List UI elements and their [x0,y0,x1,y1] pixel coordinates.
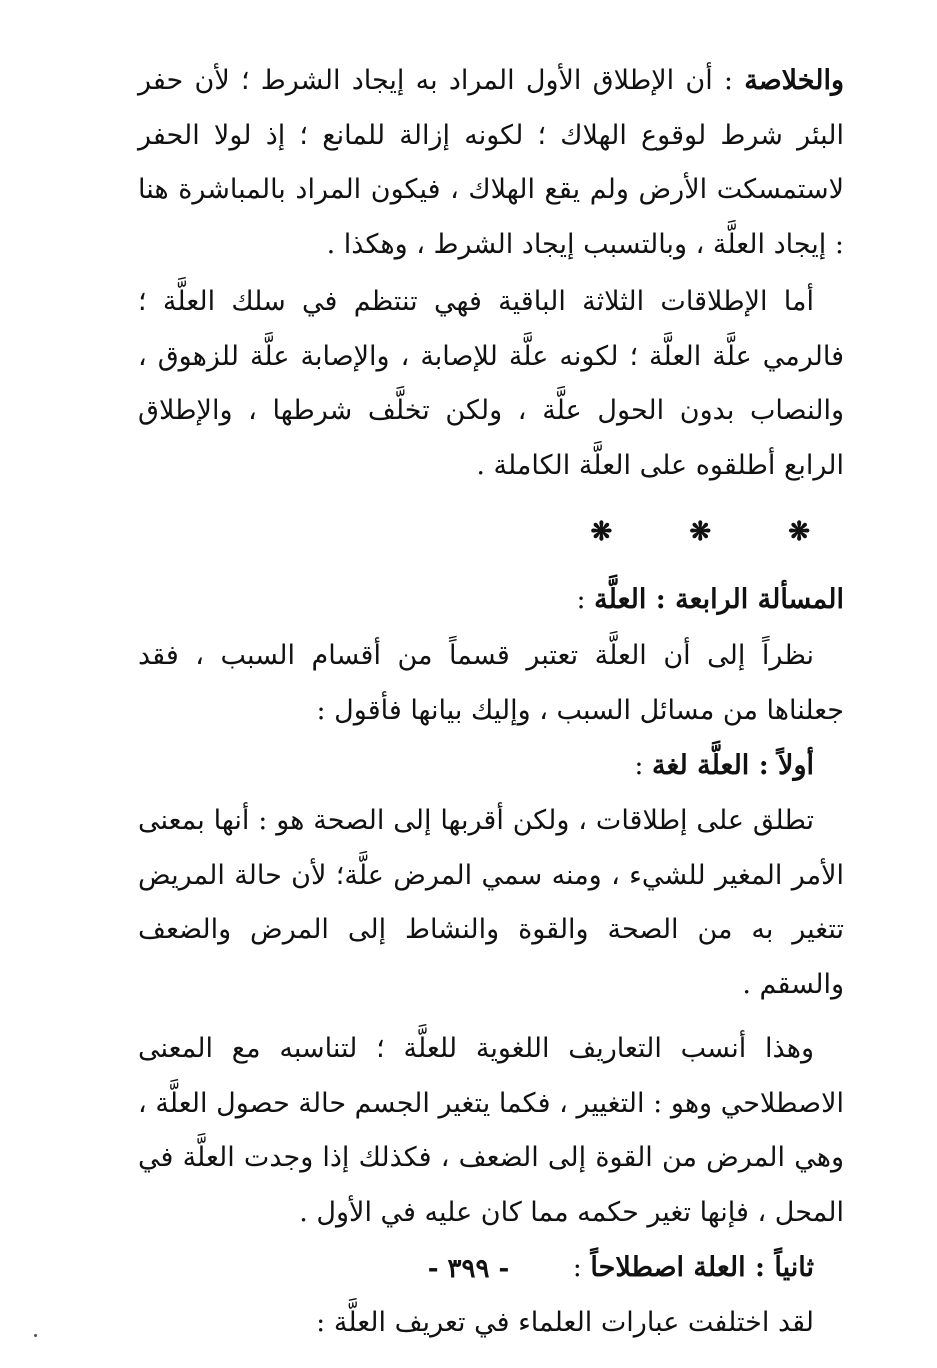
page-number: - ٣٩٩ - [427,1254,510,1284]
summary-text: : أن الإطلاق الأول المراد به إيجاد الشرط ؛ لأن حفر البئر شرط لوقوع الهلاك ؛ لكونه إزالة للمانع ؛ إذ لولا الحفر لاستمسكت الأرض ولم يقع الهلاك ، فيكون المراد بالمباشرة هنا : إيجاد العلَّة ، وبالتسبب إيجاد الشرط ، وهكذا . [138,65,844,260]
separator-star-icon: ❋ [689,517,712,547]
technical-heading-colon: : [572,1252,591,1283]
linguistic-definition-heading [138,738,844,794]
separator-star-icon: ❋ [788,517,810,547]
section-separator [138,493,844,571]
separator-star-icon: ❋ [590,517,613,547]
linguistic-heading-title: أولاً : العلَّة لغة [652,750,814,781]
summary-lead-word: والخلاصة [744,65,844,96]
section-heading-colon: : [576,584,595,615]
linguistic-heading-colon: : [634,750,652,781]
page-body [138,54,844,1351]
linguistic-definition-paragraph: تطلق على إطلاقات ، ولكن أقربها إلى الصحة هو : أنها بمعنى الأمر المغير للشيء ، ومنه سمي المرض علَّة؛ لأن حالة المريض تتغير به من الصحة والقوة والنشاط إلى المرض والضعف والسقم . [138,805,844,1000]
summary-paragraph [138,54,844,272]
section-heading-title: المسألة الرابعة : العلَّة [594,584,844,615]
technical-heading-title: ثانياً : العلة اصطلاحاً [590,1252,814,1283]
linguistic-relevance-paragraph: وهذا أنسب التعاريف اللغوية للعلَّة ؛ لتناسبه مع المعنى الاصطلاحي وهو : التغيير ، فكما يتغير الجسم حالة حصول العلَّة ، وهي المرض من القوة إلى الضعف ، فكذلك إذا وجدت العلَّة في المحل ، فإنها تغير حكمه مما كان عليه في الأول . [138,1033,844,1228]
section-heading [138,571,844,629]
scholars-differ-paragraph: لقد اختلفت عبارات العلماء في تعريف العلَّة : [316,1307,814,1338]
remaining-usages-paragraph: أما الإطلاقات الثلاثة الباقية فهي تنتظم في سلك العلَّة ؛ فالرمي علَّة العلَّة ؛ لكونه علَّة للإصابة ، والإصابة علَّة للزهوق ، والنصاب بدون الحول علَّة ، ولكن تخلَّف شرطها ، والإطلاق الرابع أطلقوه على العلَّة الكاملة . [138,286,844,481]
intro-paragraph: نظراً إلى أن العلَّة تعتبر قسماً من أقسام السبب ، فقد جعلناها من مسائل السبب ، وإليك بيانها فأقول : [138,640,844,726]
margin-speck [34,1334,37,1337]
